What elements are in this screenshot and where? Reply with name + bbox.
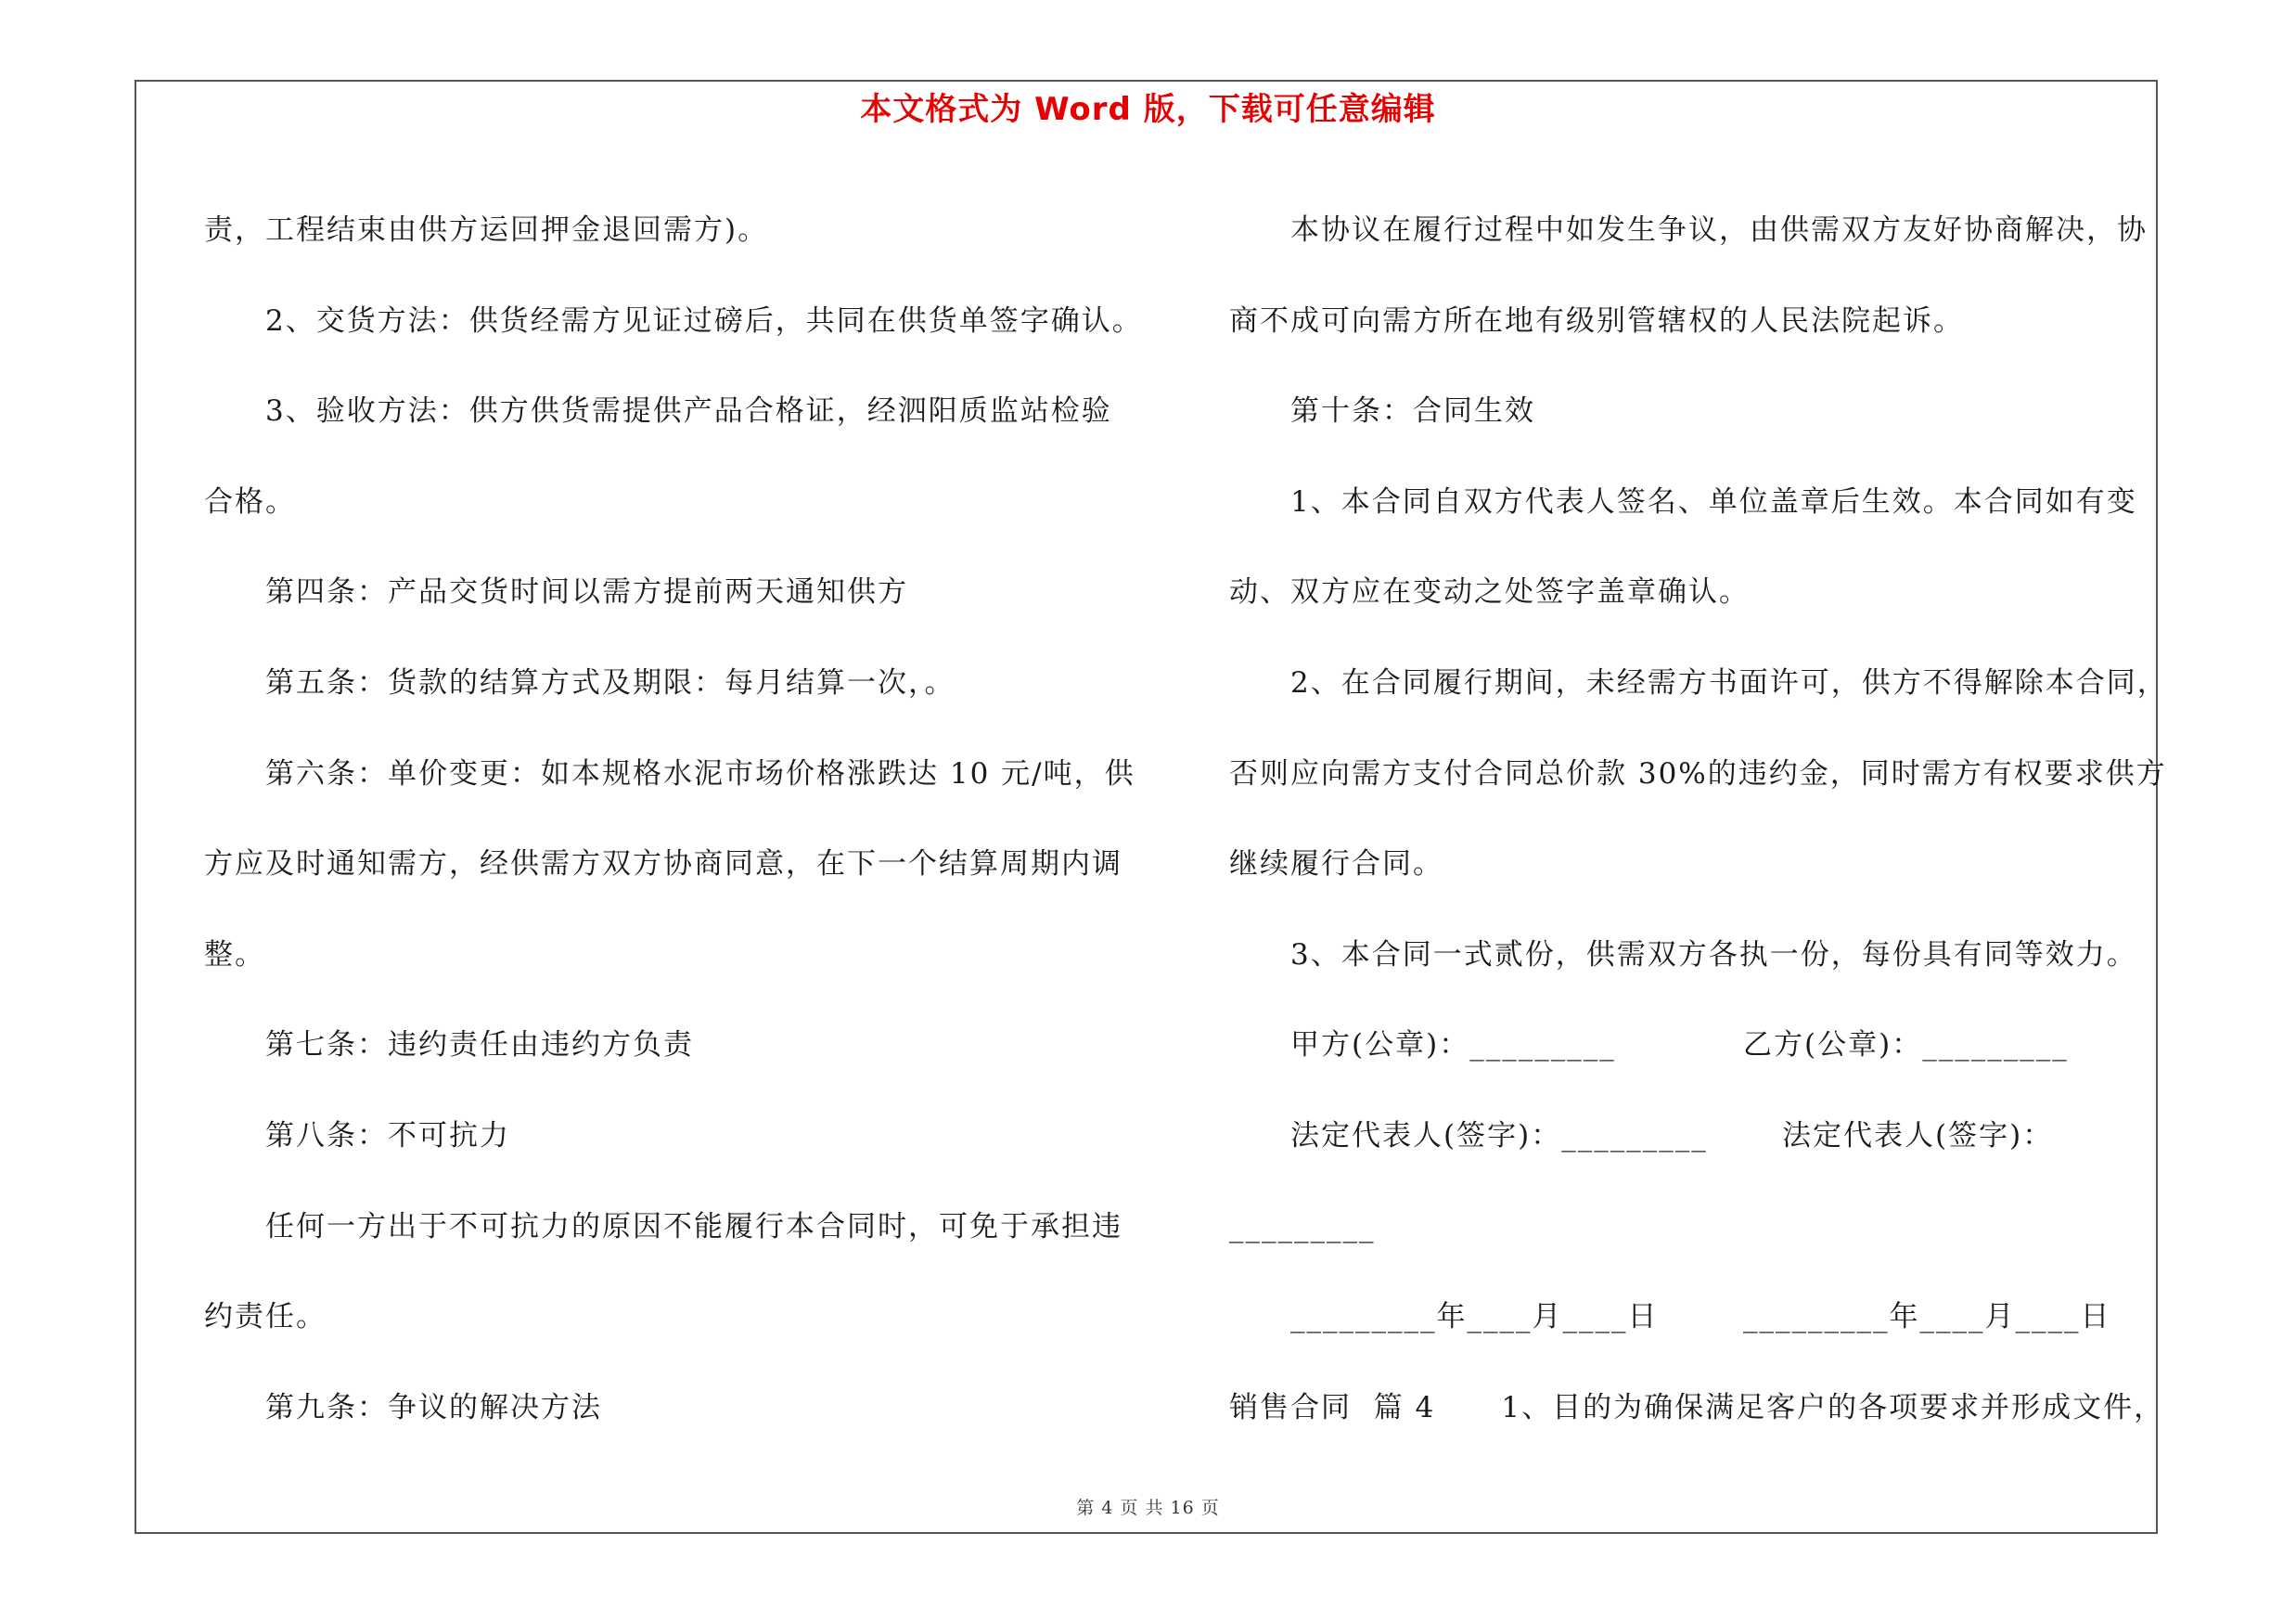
party-b-seal: 乙方(公章)：_________ <box>1743 1028 2069 1063</box>
paragraph-line: 整。 <box>204 937 265 972</box>
paragraph-line: 3、验收方法：供方供货需提供产品合格证，经泗阳质监站检验 <box>265 394 1112 429</box>
format-banner: 本文格式为 Word 版，下载可任意编辑 <box>860 91 1436 128</box>
paragraph-line: 3、本合同一式贰份，供需双方各执一份，每份具有同等效力。 <box>1290 937 2137 972</box>
page-number: 第 4 页 共 16 页 <box>1076 1498 1220 1518</box>
signature-parties-row <box>1229 1000 2157 1091</box>
party-a-seal: 甲方(公章)：_________ <box>1290 1028 1616 1063</box>
paragraph-line: 否则应向需方支付合同总价款 30%的违约金，同时需方有权要求供方 <box>1229 756 2167 791</box>
article-heading: 第五条：货款的结算方式及期限：每月结算一次，。 <box>265 665 956 700</box>
paragraph-line: 方应及时通知需方，经供需方双方协商同意，在下一个结算周期内调 <box>204 847 1122 882</box>
paragraph-line: 2、交货方法：供货经需方见证过磅后，共同在供货单签字确认。 <box>265 303 1143 338</box>
article-heading: 第八条：不可抗力 <box>265 1118 510 1153</box>
paragraph-line: 2、在合同履行期间，未经需方书面许可，供方不得解除本合同， <box>1290 665 2168 700</box>
paragraph-line: 1、本合同自双方代表人签名、单位盖章后生效。本合同如有变 <box>1290 484 2137 519</box>
party-a-representative: 法定代表人(签字)：_________ <box>1290 1118 1708 1153</box>
paragraph-line: 本协议在履行过程中如发生争议，由供需双方友好协商解决，协 <box>1290 213 2148 247</box>
paragraph-line: 动、双方应在变动之处签字盖章确认。 <box>1229 575 1750 610</box>
article-heading: 第十条：合同生效 <box>1290 394 1535 429</box>
paragraph-line: 继续履行合同。 <box>1229 847 1443 882</box>
paragraph-line: 合格。 <box>204 484 296 519</box>
signature-blank: _________ <box>1229 1209 1376 1243</box>
next-section-line: 销售合同 篇 4 1、目的为确保满足客户的各项要求并形成文件， <box>1229 1390 2165 1424</box>
party-b-date: _________年____月____日 <box>1743 1300 2111 1334</box>
party-b-representative: 法定代表人(签字)： <box>1782 1118 2054 1153</box>
signature-dates-row <box>1229 1272 2157 1363</box>
signature-reps-row <box>1229 1091 2157 1182</box>
left-column <box>204 186 1150 1453</box>
article-heading: 第七条：违约责任由违约方负责 <box>265 1028 694 1063</box>
party-a-date: _________年____月____日 <box>1290 1300 1659 1334</box>
article-heading: 第六条：单价变更：如本规格水泥市场价格涨跌达 10 元/吨，供 <box>265 756 1135 791</box>
paragraph-line: 任何一方出于不可抗力的原因不能履行本合同时，可免于承担违 <box>265 1209 1122 1243</box>
right-column <box>1229 186 2168 1453</box>
article-heading: 第四条：产品交货时间以需方提前两天通知供方 <box>265 575 908 610</box>
article-heading: 第九条：争议的解决方法 <box>265 1390 602 1424</box>
paragraph-line: 商不成可向需方所在地有级别管辖权的人民法院起诉。 <box>1229 303 1964 338</box>
paragraph-line: 责，工程结束由供方运回押金退回需方)。 <box>204 213 769 247</box>
paragraph-line: 约责任。 <box>204 1300 327 1334</box>
